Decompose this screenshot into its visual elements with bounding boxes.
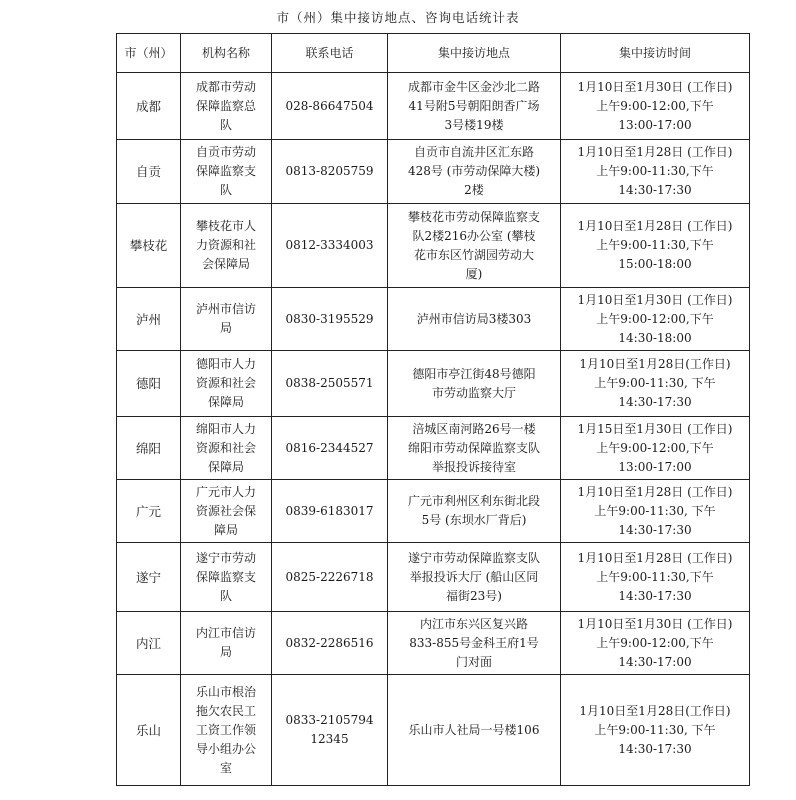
phone-cell [272, 288, 388, 351]
phone-cell-line: 0833-2105794 [285, 713, 374, 727]
address-cell [388, 140, 561, 204]
org-cell-line: 工资工作领 [195, 722, 256, 737]
phone-cell-line: 0816-2344527 [285, 440, 374, 455]
org-cell-line: 资源社会保 [195, 503, 256, 518]
address-cell [388, 204, 561, 288]
time-cell-line: 上午9:00-11:30,下午 [596, 569, 714, 584]
phone-cell [272, 417, 388, 480]
table-row [117, 351, 750, 417]
org-cell-line: 保障局 [207, 395, 244, 409]
phone-cell [272, 675, 388, 786]
org-cell-line: 队 [219, 117, 232, 132]
address-cell-line: 833-855号金科王府1号 [409, 635, 539, 650]
org-cell-line: 德阳市人力 [195, 357, 256, 371]
header-org: 机构名称 [181, 34, 272, 73]
address-cell [388, 480, 561, 543]
address-cell-line: 队2楼216办公室 (攀枝 [412, 228, 536, 243]
phone-cell [272, 73, 388, 140]
org-cell-line: 成都市劳动 [195, 79, 256, 94]
org-cell [181, 73, 272, 140]
time-cell-line: 14:30-17:30 [618, 183, 692, 197]
phone-cell [272, 480, 388, 543]
time-cell-line: 上午9:00-11:30,下午 [596, 238, 714, 252]
address-cell-line: 举报投诉接待室 [431, 459, 516, 474]
phone-cell [272, 612, 388, 675]
phone-cell [272, 351, 388, 417]
city-cell: 广元 [117, 480, 181, 543]
org-cell-line: 资源和社会 [195, 376, 256, 390]
address-cell-line: 举报投诉大厅 (船山区同 [409, 569, 539, 584]
time-cell-line: 13:00-17:00 [618, 117, 692, 132]
table-row [117, 204, 750, 288]
phone-cell-line: 0838-2505571 [285, 376, 374, 390]
org-cell-line: 泸州市信访 [195, 302, 256, 316]
city-cell: 乐山 [117, 675, 181, 786]
address-cell [388, 351, 561, 417]
org-cell-line: 拖欠农民工 [195, 703, 256, 718]
time-cell [561, 140, 750, 204]
address-cell [388, 612, 561, 675]
org-cell-line: 保障局 [207, 459, 244, 474]
address-cell-line: 自贡市自流井区汇东路 [413, 145, 534, 159]
interview-locations-table [116, 33, 750, 786]
time-cell [561, 675, 750, 786]
org-cell-line: 遂宁市劳动 [195, 550, 256, 565]
time-cell-line: 14:30-17:30 [618, 395, 692, 409]
address-cell [388, 417, 561, 480]
time-cell [561, 543, 750, 612]
address-cell-line: 乐山市人社局一号楼106 [408, 722, 540, 737]
org-cell [181, 351, 272, 417]
time-cell-line: 上午9:00-12:00,下午 [596, 311, 714, 326]
org-cell-line: 会保障局 [201, 257, 250, 271]
address-cell-line: 福街23号) [446, 588, 502, 603]
address-cell-line: 厦) [465, 266, 483, 281]
city-cell: 自贡 [117, 140, 181, 204]
address-cell [388, 288, 561, 351]
org-cell-line: 保障监察支 [195, 164, 256, 178]
document-title: 市（州）集中接访地点、咨询电话统计表 [276, 10, 520, 25]
table-row [117, 480, 750, 543]
org-cell-line: 队 [219, 588, 232, 603]
table-row [117, 543, 750, 612]
time-cell-line: 上午9:00-12:00,下午 [596, 440, 714, 455]
time-cell-line: 14:30-17:30 [618, 741, 692, 756]
time-cell-line: 上午9:00-11:30, 下午 [594, 722, 716, 737]
phone-cell-line: 0830-3195529 [285, 311, 374, 326]
time-cell [561, 204, 750, 288]
time-cell-line: 1月15日至1月30日 (工作日) [577, 421, 733, 436]
address-cell-line: 广元市利州区利东街北段 [407, 494, 540, 508]
table-row [117, 417, 750, 480]
address-cell [388, 73, 561, 140]
city-cell: 内江 [117, 612, 181, 675]
city-cell: 泸州 [117, 288, 181, 351]
time-cell-line: 1月10日至1月28日 (工作日) [577, 550, 733, 565]
org-cell [181, 417, 272, 480]
phone-cell-line: 0813-8205759 [285, 164, 374, 178]
table-row [117, 73, 750, 140]
address-cell-line: 428号 (市劳动保障大楼) [407, 164, 541, 178]
time-cell-line: 1月10日至1月30日 (工作日) [577, 79, 733, 94]
org-cell-line: 导小组办公 [195, 741, 256, 756]
org-cell-line: 室 [219, 760, 232, 775]
phone-cell-line: 028-86647504 [285, 98, 374, 113]
city-cell: 成都 [117, 73, 181, 140]
time-cell-line: 1月10日至1月28日(工作日) [579, 357, 731, 371]
address-cell [388, 675, 561, 786]
org-cell-line: 局 [219, 321, 232, 335]
time-cell-line: 1月10日至1月28日 (工作日) [577, 145, 733, 159]
phone-cell-line: 0839-6183017 [285, 503, 374, 518]
time-cell [561, 480, 750, 543]
org-cell-line: 队 [219, 183, 232, 197]
address-cell-line: 内江市东兴区复兴路 [419, 616, 528, 631]
address-cell-line: 泸州市信访局3楼303 [416, 311, 532, 326]
org-cell-line: 内江市信访 [195, 626, 256, 640]
address-cell [388, 543, 561, 612]
time-cell [561, 73, 750, 140]
org-cell-line: 障局 [213, 522, 238, 537]
table-row [117, 612, 750, 675]
address-cell-line: 市劳动监察大厅 [431, 385, 516, 400]
phone-cell-line: 0812-3334003 [285, 238, 374, 252]
time-cell-line: 1月10日至1月30日 (工作日) [577, 292, 733, 307]
time-cell-line: 上午9:00-12:00,下午 [596, 98, 714, 113]
address-cell-line: 成都市金牛区金沙北二路 [407, 79, 540, 94]
table-row [117, 288, 750, 351]
time-cell-line: 1月10日至1月28日 (工作日) [577, 219, 733, 233]
address-cell-line: 5号 (东坝水厂背后) [421, 513, 527, 527]
time-cell-line: 上午9:00-11:30, 下午 [594, 376, 716, 390]
time-cell-line: 13:00-17:00 [618, 459, 692, 474]
org-cell-line: 自贡市劳动 [195, 145, 256, 159]
table-row [117, 675, 750, 786]
org-cell [181, 480, 272, 543]
city-cell: 绵阳 [117, 417, 181, 480]
address-cell-line: 门对面 [455, 654, 492, 669]
time-cell-line: 1月10日至1月28日 (工作日) [577, 484, 733, 499]
time-cell-line: 上午9:00-11:30, 下午 [594, 503, 716, 518]
time-cell-line: 14:30-17:00 [618, 654, 692, 669]
org-cell [181, 612, 272, 675]
time-cell-line: 14:30-17:30 [618, 522, 692, 537]
org-cell-line: 广元市人力 [195, 484, 256, 499]
org-cell-line: 局 [219, 645, 232, 659]
header-phone: 联系电话 [272, 34, 388, 73]
address-cell-line: 攀枝花市劳动保障监察支 [407, 209, 540, 224]
org-cell-line: 资源和社会 [195, 440, 256, 455]
header-time: 集中接访时间 [561, 34, 750, 73]
address-cell-line: 涪城区南河路26号一楼 [412, 421, 536, 436]
phone-cell [272, 543, 388, 612]
time-cell [561, 417, 750, 480]
header-address: 集中接访地点 [388, 34, 561, 73]
time-cell-line: 1月10日至1月30日 (工作日) [577, 616, 733, 631]
city-cell: 遂宁 [117, 543, 181, 612]
address-cell-line: 3号楼19楼 [444, 117, 504, 132]
time-cell-line: 上午9:00-12:00,下午 [596, 635, 714, 650]
time-cell-line: 14:30-18:00 [618, 330, 692, 345]
org-cell [181, 543, 272, 612]
phone-cell-line: 0825-2226718 [285, 569, 374, 584]
time-cell [561, 351, 750, 417]
phone-cell [272, 204, 388, 288]
table-body [117, 73, 750, 786]
time-cell [561, 612, 750, 675]
address-cell-line: 41号附5号朝阳朗香广场 [408, 98, 540, 113]
phone-cell-line: 12345 [310, 732, 349, 746]
time-cell-line: 上午9:00-11:30,下午 [596, 164, 714, 178]
org-cell [181, 288, 272, 351]
address-cell-line: 花市东区竹湖园劳动大 [413, 247, 534, 262]
org-cell-line: 乐山市根治 [195, 684, 256, 699]
address-cell-line: 遂宁市劳动保障监察支队 [407, 550, 540, 565]
table-header-row [117, 34, 750, 73]
time-cell-line: 1月10日至1月28日(工作日) [579, 703, 731, 718]
city-cell: 德阳 [117, 351, 181, 417]
org-cell-line: 攀枝花市人 [195, 219, 256, 233]
org-cell [181, 675, 272, 786]
time-cell-line: 15:00-18:00 [618, 257, 692, 271]
org-cell-line: 力资源和社 [195, 238, 256, 252]
address-cell-line: 绵阳市劳动保障监察支队 [407, 440, 540, 455]
table-row [117, 140, 750, 204]
phone-cell [272, 140, 388, 204]
address-cell-line: 德阳市亭江街48号德阳 [412, 366, 536, 381]
header-city: 市（州） [117, 34, 181, 73]
time-cell [561, 288, 750, 351]
phone-cell-line: 0832-2286516 [285, 635, 374, 650]
city-cell: 攀枝花 [117, 204, 181, 288]
org-cell [181, 140, 272, 204]
time-cell-line: 14:30-17:30 [618, 588, 692, 603]
org-cell-line: 保障监察支 [195, 569, 256, 584]
org-cell [181, 204, 272, 288]
org-cell-line: 保障监察总 [195, 98, 256, 113]
address-cell-line: 2楼 [464, 183, 484, 197]
org-cell-line: 绵阳市人力 [195, 421, 256, 436]
